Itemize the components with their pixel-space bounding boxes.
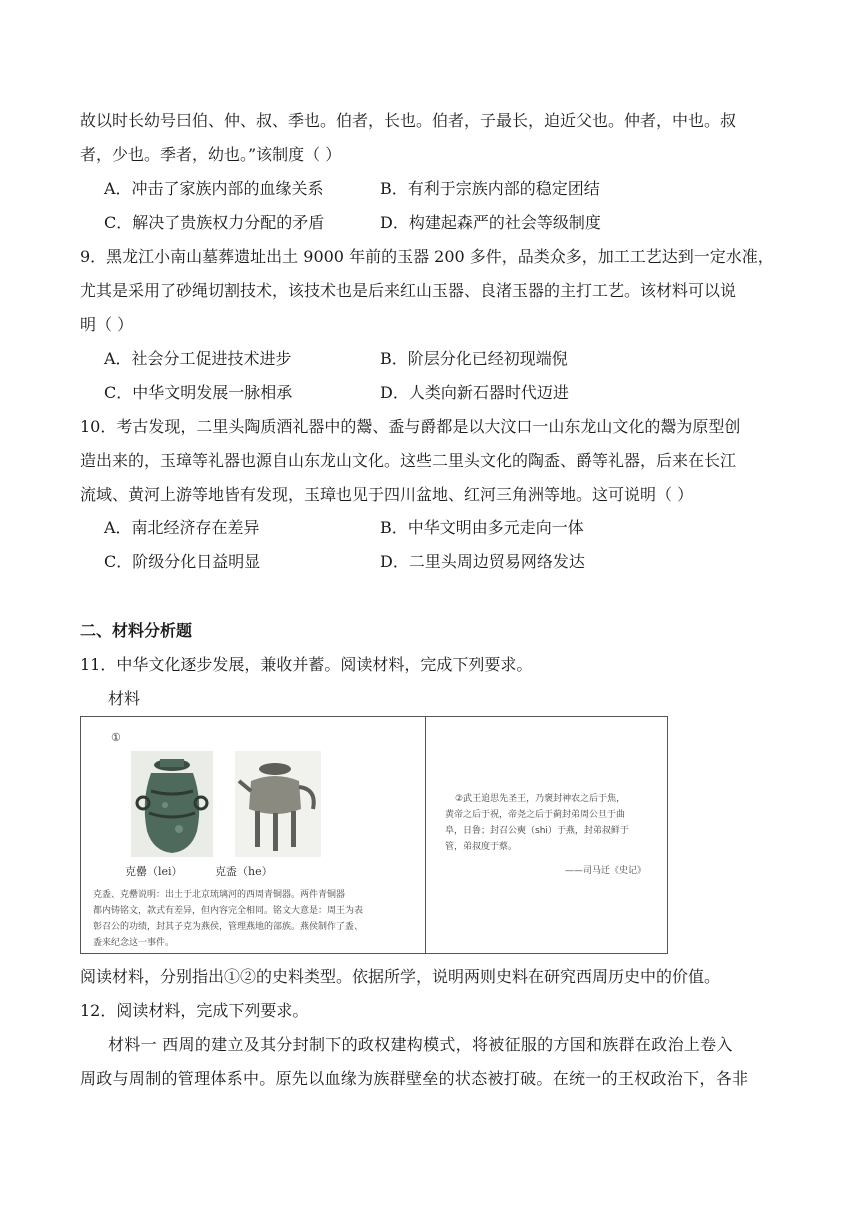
ke-he-vessel-image (235, 751, 321, 857)
shiji-quote-line1: ②武王追思先圣王，乃褒封神农之后于焦， (455, 794, 626, 804)
q11-line1: 11．中华文化逐步发展，兼收并蓄。阅读材料，完成下列要求。 (80, 655, 533, 674)
q10-option-c: C．阶级分化日益明显 (104, 552, 261, 571)
q12-material-line1: 材料一 西周的建立及其分封制下的政权建构模式，将被征服的方国和族群在政治上卷入 (108, 1035, 733, 1054)
q10-line1: 10．考古发现，二里头陶质酒礼器中的鬶、盉与爵都是以大汶口一山东龙山文化的鬶为原型创 (80, 417, 741, 436)
vessel-label-he: 克盉（he） (215, 865, 273, 878)
q8-line1: 故以时长幼号曰伯、仲、叔、季也。伯者，长也。伯者，子最长，迫近父也。仲者，中也。叔 (80, 111, 737, 130)
material-marker-1: ① (111, 731, 121, 744)
q8-option-a: A．冲击了家族内部的血缘关系 (104, 179, 324, 198)
q9-option-b: B．阶层分化已经初现端倪 (380, 349, 568, 368)
vessel-note-line1: 克盉、克罍说明：出土于北京琉璃河的西周青铜器。两件青铜器 (93, 890, 346, 900)
q10-option-b: B．中华文明由多元走向一体 (380, 518, 584, 537)
q9-line2: 尤其是采用了砂绳切割技术，该技术也是后来红山玉器、良渚玉器的主打工艺。该材料可以说 (80, 281, 737, 300)
q10-option-a: A．南北经济存在差异 (104, 518, 260, 537)
q9-option-a: A．社会分工促进技术进步 (104, 349, 292, 368)
q11-material-label: 材料 (108, 689, 141, 708)
vessel-note-line2: 都内铸铭文，款式有差异，但内容完全相同。铭文大意是：周王为表 (93, 906, 364, 916)
q10-option-d: D．二里头周边贸易网络发达 (380, 552, 585, 571)
vessel-note-line3: 彰召公的功绩，封其子克为燕侯，管理燕地的部族。燕侯制作了盉、 (93, 922, 364, 932)
ke-lei-vessel-image (131, 751, 213, 857)
shiji-source: ——司马迁《史记》 (565, 866, 647, 876)
vessel-label-lei: 克罍（lei） (125, 865, 183, 878)
q9-line1: 9．黑龙江小南山墓葬遗址出土 9000 年前的玉器 200 多件，品类众多，加工工艺达到一定水准， (80, 247, 774, 266)
q10-line3: 流域、黄河上游等地皆有发现，玉璋也见于四川盆地、红河三角洲等地。这可说明（ ） (80, 485, 694, 504)
q9-line3: 明（ ） (80, 315, 134, 334)
q8-option-b: B．有利于宗族内部的稳定团结 (380, 179, 600, 198)
shiji-quote-line4: 管，弟叔度于蔡。 (445, 842, 518, 852)
section-heading: 二、材料分析题 (80, 621, 193, 640)
material-table (80, 716, 668, 954)
q8-line2: 者，少也。季者，幼也。”该制度（ ） (80, 145, 342, 164)
q10-line2: 造出来的，玉璋等礼器也源自山东龙山文化。这些二里头文化的陶盉、爵等礼器，后来在长江 (80, 451, 737, 470)
q9-option-d: D．人类向新石器时代迈进 (380, 383, 569, 402)
vessel-note-line4: 盉来纪念这一事件。 (93, 938, 175, 948)
shiji-quote-line3: 阜，日鲁；封召公奭（shi）于燕，封弟叔鲜于 (445, 826, 629, 836)
q12-line1: 12．阅读材料，完成下列要求。 (80, 1001, 309, 1020)
q9-option-c: C．中华文明发展一脉相承 (104, 383, 293, 402)
table-divider (425, 717, 426, 953)
q8-option-c: C．解决了贵族权力分配的矛盾 (104, 213, 325, 232)
q11-question: 阅读材料，分别指出①②的史料类型。依据所学，说明两则史料在研究西周历史中的价值。 (80, 967, 721, 986)
q12-material-line2: 周政与周制的管理体系中。原先以血缘为族群壁垒的状态被打破。在统一的王权政治下，各非 (80, 1069, 749, 1088)
q8-option-d: D．构建起森严的社会等级制度 (380, 213, 601, 232)
shiji-quote-line2: 黄帝之后于祝，帝尧之后于蓟封弟周公旦于曲 (445, 810, 626, 820)
